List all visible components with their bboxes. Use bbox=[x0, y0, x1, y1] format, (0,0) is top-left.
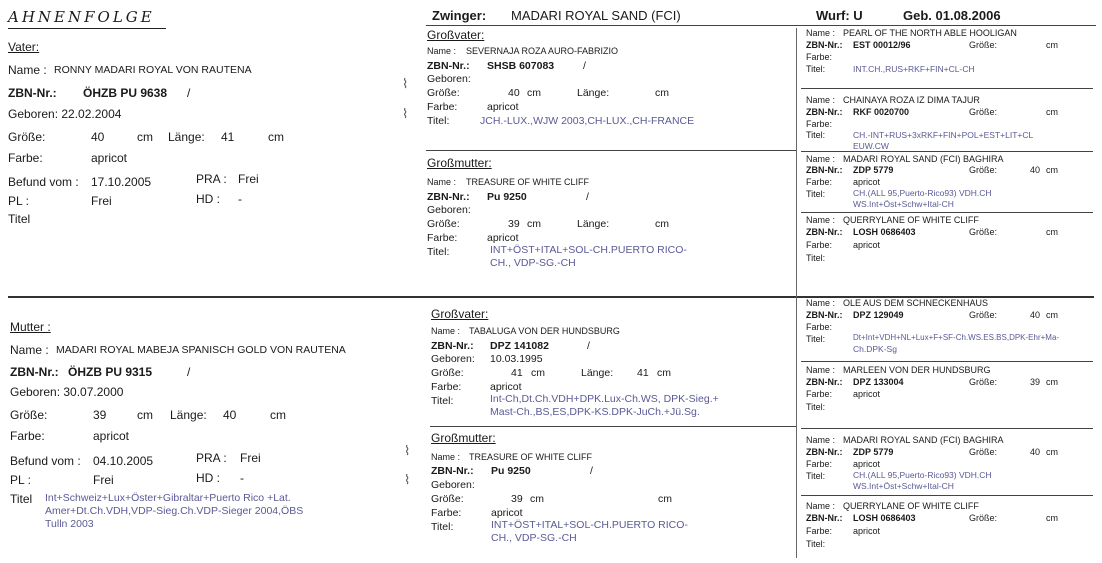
gen3-divider bbox=[801, 212, 1093, 213]
great-0-zbn: EST 00012/96 bbox=[853, 40, 911, 50]
m-grossvater-laenge: 41 bbox=[637, 367, 649, 379]
vater-groesse-label: Größe: bbox=[8, 130, 46, 144]
v-grossmutter-zbn-slash: / bbox=[586, 191, 589, 203]
vater-name-label: Name : bbox=[8, 63, 47, 77]
v-grossvater-groesse-unit: cm bbox=[527, 87, 541, 99]
zwinger-label: Zwinger: bbox=[432, 8, 487, 23]
mutter-titel-line: Tulln 2003 bbox=[45, 518, 94, 530]
v-grossmutter-farbe: apricot bbox=[487, 232, 519, 244]
vater-groesse-unit: cm bbox=[137, 130, 153, 144]
m-grossmutter-groesse-label: Größe: bbox=[431, 493, 464, 505]
document-title: AHNENFOLGE bbox=[8, 8, 155, 26]
vater-heading: Vater: bbox=[8, 40, 40, 54]
great-7-farbe: apricot bbox=[853, 526, 881, 536]
great-5-groesse-label: Größe: bbox=[969, 377, 998, 387]
great-4-zbn: DPZ 129049 bbox=[853, 310, 904, 320]
wurf-label: Wurf: U bbox=[816, 8, 863, 23]
vater-groesse: 40 bbox=[91, 130, 105, 144]
v-grossvater-zbn: SHSB 607083 bbox=[487, 60, 555, 72]
mutter-pra-label: PRA : bbox=[196, 451, 227, 465]
great-6-groesse: 40 bbox=[1030, 447, 1041, 457]
great-5-groesse: 39 bbox=[1030, 377, 1041, 387]
m-grossvater-geboren: 10.03.1995 bbox=[490, 353, 543, 365]
mutter-laenge-label: Länge: bbox=[170, 408, 207, 422]
great-5-groesse-unit: cm bbox=[1046, 377, 1058, 387]
m-grossvater-name-label: Name : bbox=[431, 326, 461, 336]
vater-pl-label: PL : bbox=[8, 194, 29, 208]
great-4-titel-line: Dt+Int+VDH+NL+Lux+F+SF-Ch.WS.ES.BS,DPK-Ehr+Ma- bbox=[853, 333, 1060, 342]
vater-titel-label: Titel bbox=[8, 212, 31, 226]
gen2-divider bbox=[430, 426, 796, 427]
m-grossvater-farbe: apricot bbox=[490, 381, 522, 393]
great-2-groesse-unit: cm bbox=[1046, 165, 1058, 175]
margin-mark: ⌇ bbox=[404, 472, 411, 487]
great-2-titel-line: WS.Int+Öst+Schw+Ital-CH bbox=[853, 199, 954, 209]
m-grossvater-zbn-slash: / bbox=[587, 340, 590, 352]
m-grossmutter-geboren-label: Geboren: bbox=[431, 479, 475, 491]
great-4-groesse-unit: cm bbox=[1046, 310, 1058, 320]
mutter-zbn-slash: / bbox=[187, 365, 191, 379]
great-3-farbe-label: Farbe: bbox=[806, 240, 833, 250]
great-1-farbe-label: Farbe: bbox=[806, 119, 833, 129]
great-6-groesse-label: Größe: bbox=[969, 447, 998, 457]
birth-date: Geb. 01.08.2006 bbox=[903, 8, 1001, 23]
m-grossvater-laenge-label: Länge: bbox=[581, 367, 614, 379]
v-grossvater-zbn-slash: / bbox=[583, 60, 586, 72]
m-grossmutter-zbn-label: ZBN-Nr.: bbox=[431, 465, 474, 477]
m-grossvater-zbn-label: ZBN-Nr.: bbox=[431, 340, 474, 352]
great-3-name-label: Name : bbox=[806, 215, 836, 225]
m-grossmutter-farbe: apricot bbox=[491, 507, 523, 519]
great-5-titel-label: Titel: bbox=[806, 402, 826, 412]
great-2-farbe-label: Farbe: bbox=[806, 177, 833, 187]
vater-befund-label: Befund vom : bbox=[8, 175, 79, 189]
great-7-name-label: Name : bbox=[806, 501, 836, 511]
great-0-groesse-label: Größe: bbox=[969, 40, 998, 50]
great-5-farbe: apricot bbox=[853, 389, 881, 399]
great-2-groesse: 40 bbox=[1030, 165, 1041, 175]
m-grossvater-name: TABALUGA VON DER HUNDSBURG bbox=[469, 326, 620, 336]
v-grossvater-groesse-label: Größe: bbox=[427, 87, 460, 99]
great-1-groesse-unit: cm bbox=[1046, 107, 1058, 117]
mutter-name-label: Name : bbox=[10, 343, 49, 357]
m-grossmutter-zbn: Pu 9250 bbox=[491, 465, 531, 477]
v-grossmutter-laenge-unit: cm bbox=[655, 218, 669, 230]
great-1-groesse-label: Größe: bbox=[969, 107, 998, 117]
vater-geboren: Geboren: 22.02.2004 bbox=[8, 107, 122, 121]
mutter-laenge: 40 bbox=[223, 408, 237, 422]
great-4-groesse-label: Größe: bbox=[969, 310, 998, 320]
great-6-groesse-unit: cm bbox=[1046, 447, 1058, 457]
gen3-divider bbox=[801, 495, 1093, 496]
v-grossvater-laenge-unit: cm bbox=[655, 87, 669, 99]
mutter-pl-label: PL : bbox=[10, 473, 31, 487]
m-grossvater-groesse-label: Größe: bbox=[431, 367, 464, 379]
m-grossmutter-groesse-unit: cm bbox=[530, 493, 544, 505]
great-2-zbn-label: ZBN-Nr.: bbox=[806, 165, 843, 175]
mutter-groesse-label: Größe: bbox=[10, 408, 48, 422]
great-7-groesse-unit: cm bbox=[1046, 513, 1058, 523]
great-0-name: PEARL OF THE NORTH ABLE HOOLIGAN bbox=[843, 28, 1017, 38]
margin-mark: ⌇ bbox=[404, 443, 411, 458]
great-4-titel-label: Titel: bbox=[806, 334, 826, 344]
v-grossmutter-zbn-label: ZBN-Nr.: bbox=[427, 191, 470, 203]
v-grossmutter-heading: Großmutter: bbox=[427, 156, 492, 170]
mutter-befund-label: Befund vom : bbox=[10, 454, 81, 468]
great-4-name-label: Name : bbox=[806, 298, 836, 308]
mutter-titel-label: Titel bbox=[10, 492, 33, 506]
v-grossmutter-groesse: 39 bbox=[508, 218, 520, 230]
great-2-farbe: apricot bbox=[853, 177, 881, 187]
column-divider bbox=[796, 28, 797, 558]
great-2-titel-line: CH.(ALL 95,Puerto-Rico93) VDH.CH bbox=[853, 188, 992, 198]
great-5-name-label: Name : bbox=[806, 365, 836, 375]
mutter-groesse-unit: cm bbox=[137, 408, 153, 422]
vater-hd: - bbox=[238, 192, 242, 206]
great-7-groesse-label: Größe: bbox=[969, 513, 998, 523]
v-grossvater-heading: Großvater: bbox=[427, 28, 485, 42]
great-3-groesse-unit: cm bbox=[1046, 227, 1058, 237]
m-grossmutter-name: TREASURE OF WHITE CLIFF bbox=[469, 452, 593, 462]
great-5-zbn: DPZ 133004 bbox=[853, 377, 904, 387]
m-grossvater-groesse: 41 bbox=[511, 367, 523, 379]
great-4-name: OLE AUS DEM SCHNECKENHAUS bbox=[843, 298, 989, 308]
gen3-divider bbox=[801, 361, 1093, 362]
great-3-groesse-label: Größe: bbox=[969, 227, 998, 237]
v-grossvater-titel: JCH.-LUX.,WJW 2003,CH-LUX.,CH-FRANCE bbox=[480, 115, 695, 127]
v-grossmutter-groesse-unit: cm bbox=[527, 218, 541, 230]
gen3-divider bbox=[801, 151, 1093, 152]
v-grossvater-name: SEVERNAJA ROZA AURO-FABRIZIO bbox=[466, 46, 619, 56]
mutter-zbn-label: ZBN-Nr.: bbox=[10, 365, 59, 379]
mutter-hd-label: HD : bbox=[196, 471, 220, 485]
great-0-name-label: Name : bbox=[806, 28, 836, 38]
v-grossmutter-titel-label: Titel: bbox=[427, 246, 450, 258]
vater-hd-label: HD : bbox=[196, 192, 220, 206]
vater-name: RONNY MADARI ROYAL VON RAUTENA bbox=[54, 64, 252, 76]
great-3-zbn: LOSH 0686403 bbox=[853, 227, 916, 237]
m-grossvater-farbe-label: Farbe: bbox=[431, 381, 462, 393]
great-1-zbn-label: ZBN-Nr.: bbox=[806, 107, 843, 117]
m-grossmutter-titel-line: INT+ÖST+ITAL+SOL-CH.PUERTO RICO- bbox=[491, 519, 688, 531]
great-0-titel-label: Titel: bbox=[806, 64, 826, 74]
great-7-zbn: LOSH 0686403 bbox=[853, 513, 916, 523]
v-grossvater-titel-label: Titel: bbox=[427, 115, 450, 127]
great-7-farbe-label: Farbe: bbox=[806, 526, 833, 536]
great-4-groesse: 40 bbox=[1030, 310, 1041, 320]
great-7-name: QUERRYLANE OF WHITE CLIFF bbox=[843, 501, 979, 511]
great-1-titel-line: EUW.CW bbox=[853, 141, 889, 151]
vater-pl: Frei bbox=[91, 194, 112, 208]
v-grossvater-groesse: 40 bbox=[508, 87, 520, 99]
margin-mark: ⌇ bbox=[402, 76, 409, 91]
mutter-hd: - bbox=[240, 471, 244, 485]
mutter-pra: Frei bbox=[240, 451, 261, 465]
m-grossmutter-titel-label: Titel: bbox=[431, 521, 454, 533]
m-grossvater-titel-line: Mast-Ch.,BS,ES,DPK-KS.DPK-JuCh.+Jü.Sg. bbox=[490, 406, 700, 418]
vater-zbn-slash: / bbox=[187, 86, 191, 100]
m-grossvater-laenge-unit: cm bbox=[657, 367, 671, 379]
great-6-titel-line: WS.Int+Öst+Schw+Ital-CH bbox=[853, 481, 954, 491]
v-grossvater-name-label: Name : bbox=[427, 46, 457, 56]
great-7-titel-label: Titel: bbox=[806, 539, 826, 549]
m-grossmutter-farbe-label: Farbe: bbox=[431, 507, 462, 519]
vater-befund: 17.10.2005 bbox=[91, 175, 152, 189]
mutter-geboren: Geboren: 30.07.2000 bbox=[10, 385, 124, 399]
zwinger-value: MADARI ROYAL SAND (FCI) bbox=[511, 8, 681, 23]
gen2-divider bbox=[426, 150, 796, 151]
great-6-zbn-label: ZBN-Nr.: bbox=[806, 447, 843, 457]
great-5-name: MARLEEN VON DER HUNDSBURG bbox=[843, 365, 991, 375]
great-1-titel-label: Titel: bbox=[806, 130, 826, 140]
great-4-zbn-label: ZBN-Nr.: bbox=[806, 310, 843, 320]
v-grossmutter-name: TREASURE OF WHITE CLIFF bbox=[466, 177, 590, 187]
great-2-groesse-label: Größe: bbox=[969, 165, 998, 175]
great-6-farbe: apricot bbox=[853, 459, 881, 469]
great-0-groesse-unit: cm bbox=[1046, 40, 1058, 50]
vater-pra-label: PRA : bbox=[196, 172, 227, 186]
v-grossvater-laenge-label: Länge: bbox=[577, 87, 610, 99]
great-1-name: CHAINAYA ROZA IZ DIMA TAJUR bbox=[843, 95, 980, 105]
m-grossvater-titel-label: Titel: bbox=[431, 395, 454, 407]
m-grossvater-titel-line: Int-Ch,Dt.Ch.VDH+DPK.Lux-Ch.WS, DPK-Sieg.+ bbox=[490, 393, 719, 405]
great-1-titel-line: CH.-INT+RUS+3xRKF+FIN+POL+EST+LIT+CL bbox=[853, 130, 1034, 140]
m-grossvater-zbn: DPZ 141082 bbox=[490, 340, 549, 352]
v-grossmutter-name-label: Name : bbox=[427, 177, 457, 187]
v-grossvater-farbe: apricot bbox=[487, 101, 519, 113]
v-grossmutter-titel-line: CH., VDP-SG.-CH bbox=[490, 257, 576, 269]
vater-laenge: 41 bbox=[221, 130, 235, 144]
vater-farbe: apricot bbox=[91, 151, 128, 165]
m-grossmutter-heading: Großmutter: bbox=[431, 431, 496, 445]
great-6-name-label: Name : bbox=[806, 435, 836, 445]
great-6-zbn: ZDP 5779 bbox=[853, 447, 894, 457]
vater-pra: Frei bbox=[238, 172, 259, 186]
great-2-name: MADARI ROYAL SAND (FCI) BAGHIRA bbox=[843, 154, 1004, 164]
mutter-heading: Mutter : bbox=[10, 320, 51, 334]
mutter-titel-line: Int+Schweiz+Lux+Öster+Gibraltar+Puerto Rico +Lat. bbox=[45, 492, 291, 504]
great-7-zbn-label: ZBN-Nr.: bbox=[806, 513, 843, 523]
gen3-divider bbox=[801, 88, 1093, 89]
great-4-titel-line: Ch.DPK-Sg bbox=[853, 344, 897, 354]
mutter-name: MADARI ROYAL MABEJA SPANISCH GOLD VON RAUTENA bbox=[56, 344, 346, 356]
great-3-titel-label: Titel: bbox=[806, 253, 826, 263]
m-grossvater-groesse-unit: cm bbox=[531, 367, 545, 379]
v-grossmutter-geboren-label: Geboren: bbox=[427, 204, 471, 216]
great-6-titel-line: CH.(ALL 95,Puerto-Rico93) VDH.CH bbox=[853, 470, 992, 480]
great-2-name-label: Name : bbox=[806, 154, 836, 164]
mutter-befund: 04.10.2005 bbox=[93, 454, 154, 468]
m-grossmutter-groesse: 39 bbox=[511, 493, 523, 505]
mutter-pl: Frei bbox=[93, 473, 114, 487]
vater-laenge-unit: cm bbox=[268, 130, 284, 144]
mutter-zbn: ÖHZB PU 9315 bbox=[68, 365, 153, 379]
header-rule bbox=[426, 25, 1096, 26]
mutter-farbe-label: Farbe: bbox=[10, 429, 45, 443]
mutter-farbe: apricot bbox=[93, 429, 130, 443]
great-5-zbn-label: ZBN-Nr.: bbox=[806, 377, 843, 387]
v-grossvater-farbe-label: Farbe: bbox=[427, 101, 458, 113]
great-6-name: MADARI ROYAL SAND (FCI) BAGHIRA bbox=[843, 435, 1004, 445]
great-1-name-label: Name : bbox=[806, 95, 836, 105]
v-grossvater-geboren-label: Geboren: bbox=[427, 73, 471, 85]
m-grossvater-heading: Großvater: bbox=[431, 307, 489, 321]
great-6-titel-label: Titel: bbox=[806, 471, 826, 481]
margin-mark: ⌇ bbox=[402, 106, 409, 121]
v-grossvater-zbn-label: ZBN-Nr.: bbox=[427, 60, 470, 72]
vater-zbn-label: ZBN-Nr.: bbox=[8, 86, 57, 100]
mutter-titel-line: Amer+Dt.Ch.VDH,VDP-Sieg.Ch.VDP-Sieger 2004,ÖBS bbox=[45, 505, 304, 517]
v-grossmutter-zbn: Pu 9250 bbox=[487, 191, 527, 203]
great-2-zbn: ZDP 5779 bbox=[853, 165, 894, 175]
vater-laenge-label: Länge: bbox=[168, 130, 205, 144]
great-0-titel-line: INT.CH.,RUS+RKF+FIN+CL-CH bbox=[853, 64, 975, 74]
v-grossmutter-farbe-label: Farbe: bbox=[427, 232, 458, 244]
vater-farbe-label: Farbe: bbox=[8, 151, 43, 165]
great-4-farbe-label: Farbe: bbox=[806, 322, 833, 332]
v-grossmutter-titel-line: INT+ÖST+ITAL+SOL-CH.PUERTO RICO- bbox=[490, 244, 687, 256]
great-2-titel-label: Titel: bbox=[806, 189, 826, 199]
great-1-zbn: RKF 0020700 bbox=[853, 107, 910, 117]
m-grossmutter-laenge-unit: cm bbox=[658, 493, 672, 505]
title-underline bbox=[8, 28, 166, 29]
m-grossmutter-name-label: Name : bbox=[431, 452, 461, 462]
m-grossmutter-titel-line: CH., VDP-SG.-CH bbox=[491, 532, 577, 544]
great-0-zbn-label: ZBN-Nr.: bbox=[806, 40, 843, 50]
great-0-farbe-label: Farbe: bbox=[806, 52, 833, 62]
gen3-divider bbox=[801, 428, 1093, 429]
v-grossmutter-groesse-label: Größe: bbox=[427, 218, 460, 230]
m-grossmutter-zbn-slash: / bbox=[590, 465, 593, 477]
great-6-farbe-label: Farbe: bbox=[806, 459, 833, 469]
v-grossmutter-laenge-label: Länge: bbox=[577, 218, 610, 230]
vater-zbn: ÖHZB PU 9638 bbox=[83, 86, 168, 100]
great-3-name: QUERRYLANE OF WHITE CLIFF bbox=[843, 215, 979, 225]
mutter-groesse: 39 bbox=[93, 408, 107, 422]
great-5-farbe-label: Farbe: bbox=[806, 389, 833, 399]
great-3-farbe: apricot bbox=[853, 240, 881, 250]
great-3-zbn-label: ZBN-Nr.: bbox=[806, 227, 843, 237]
m-grossvater-geboren-label: Geboren: bbox=[431, 353, 475, 365]
mutter-laenge-unit: cm bbox=[270, 408, 286, 422]
